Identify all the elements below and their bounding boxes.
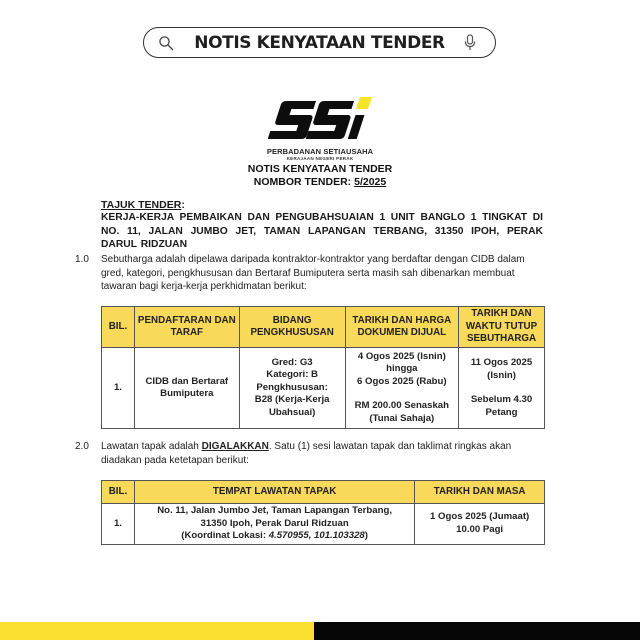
cell-tarikh-masa [415, 504, 545, 545]
search-icon[interactable] [158, 35, 174, 51]
cell-bil: 1. [102, 504, 135, 545]
logo-organization: PERBADANAN SETIAUSAHA [266, 147, 374, 156]
section-2-text-before: Lawatan tapak adalah [101, 441, 202, 452]
tajuk-tender-body: KERJA-KERJA PEMBAIKAN DAN PENGUBAHSUAIAN 1 UNIT BANGLO 1 TINGKAT DI NO. 11, JALAN JUMBO JET, TAMAN LAPANGAN TERBANG, 31350 IPOH, PERAK DARUL RIDZUAN [101, 212, 543, 250]
harga-note: (Tunai Sahaja) [369, 412, 435, 424]
search-bar-title: NOTIS KENYATAAN TENDER [194, 32, 445, 53]
cell-bil: 1. [102, 348, 135, 429]
tajuk-colon: : [181, 199, 185, 211]
tender-number [0, 176, 640, 188]
tender-number-label: NOMBOR TENDER: [253, 176, 355, 188]
cell-tempat [134, 504, 414, 545]
koordinat-value[interactable]: 4.570955, 101.103328 [268, 530, 365, 541]
header-tarikh-harga: TARIKH DAN HARGA DOKUMEN DIJUAL [345, 307, 459, 348]
table-row [102, 504, 545, 545]
header-tempat: TEMPAT LAWATAN TAPAK [134, 481, 414, 504]
tarikh-mula: 4 Ogos 2025 (Isnin) [357, 350, 446, 362]
header-pendaftaran: PENDAFTARAN DAN TARAF [134, 307, 239, 348]
waktu-tutup-time: Sebelum 4.30 [470, 394, 533, 405]
logo-subtitle: KERAJAAN NEGERI PERAK [286, 156, 354, 161]
header-bil: BIL. [102, 307, 135, 348]
tarikh-akhir: 6 Ogos 2025 (Rabu) [357, 375, 447, 387]
waktu-tutup-period: Petang [485, 406, 518, 418]
koordinat-label: (Koordinat Lokasi: [181, 530, 269, 541]
ssi-logo [268, 95, 372, 147]
cell-tarikh-tutup [459, 348, 545, 429]
bidang-gred: Gred: G3 [271, 356, 313, 368]
document-title: NOTIS KENYATAAN TENDER [247, 163, 393, 175]
tender-eligibility-table [101, 306, 545, 429]
site-visit-table [101, 480, 545, 545]
footer-bar-yellow [0, 622, 314, 640]
header-tarikh-tutup: TARIKH DAN WAKTU TUTUP SEBUTHARGA [459, 307, 545, 348]
cell-tarikh-harga [345, 348, 459, 429]
section-2-number: 2.0 [75, 441, 89, 452]
lawatan-tarikh: 1 Ogos 2025 (Jumaat) [430, 511, 530, 523]
microphone-icon[interactable] [463, 34, 477, 52]
header-bidang: BIDANG PENGKHUSUSAN [239, 307, 345, 348]
table-header-row [102, 307, 545, 348]
tajuk-tender-label [101, 199, 185, 211]
section-1-number: 1.0 [75, 254, 89, 265]
cell-bidang [239, 348, 345, 429]
search-bar[interactable] [143, 27, 496, 58]
bidang-pengkhususan-value: B28 (Kerja-Kerja Ubahsuai) [254, 394, 330, 418]
bidang-pengkhususan-label: Pengkhususan: [256, 381, 328, 393]
tarikh-tutup-day: (Isnin) [487, 369, 516, 381]
section-2-text-after: . Satu (1) sesi lawatan tapak dan taklimat ringkas akan diadakan pada ketetapan berikut: [101, 441, 512, 466]
tempat-line-1: No. 11, Jalan Jumbo Jet, Taman Lapangan Terbang, [157, 505, 392, 516]
lawatan-masa: 10.00 Pagi [456, 523, 504, 535]
harga-dokumen: RM 200.00 Senaskah [354, 400, 450, 412]
header-tarikh-masa: TARIKH DAN MASA [415, 481, 545, 504]
table-header-row [102, 481, 545, 504]
tajuk-label-text: TAJUK TENDER [101, 199, 182, 211]
tarikh-hingga: hingga [386, 363, 418, 375]
section-1-text: Sebutharga adalah dipelawa daripada kontraktor-kontraktor yang berdaftar dengan CIDB dalam gred, kategori, pengkhususan dan Bertaraf Bumiputera serta masih sah dibenarkan membuat tawaran bagi kerja-kerja perkhidmatan berikut: [101, 254, 525, 292]
tender-number-value: 5/2025 [354, 176, 387, 188]
koordinat-close: ) [364, 530, 368, 541]
section-2-emphasis: DIGALAKKAN [201, 441, 269, 452]
bidang-kategori: Kategori: B [266, 369, 318, 381]
tarikh-tutup-date: 11 Ogos 2025 [470, 357, 533, 368]
section-2-text [101, 440, 545, 467]
cell-pendaftaran: CIDB dan Bertaraf Bumiputera [134, 348, 239, 429]
table-row [102, 348, 545, 429]
tempat-line-2: 31350 Ipoh, Perak Darul Ridzuan [200, 517, 349, 529]
header-bil: BIL. [102, 481, 135, 504]
footer-bar-black [314, 622, 640, 640]
